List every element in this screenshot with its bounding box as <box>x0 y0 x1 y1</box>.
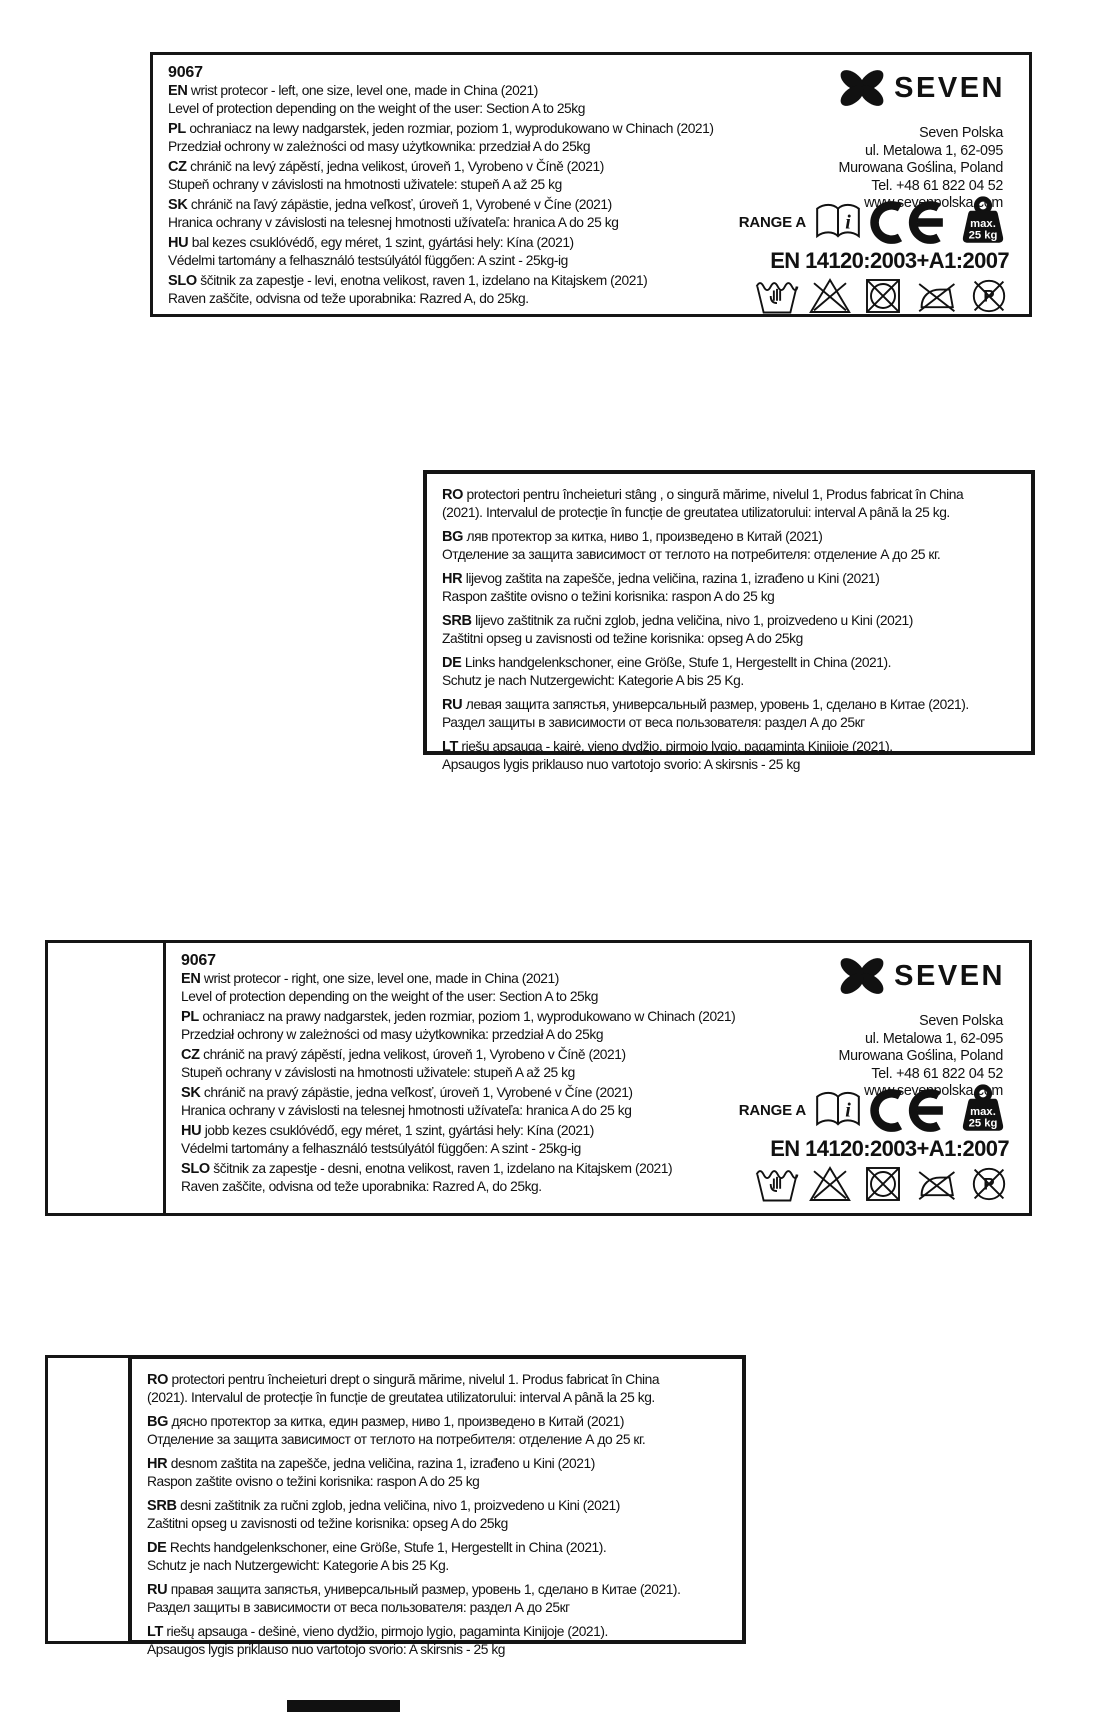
language-code: EN <box>181 971 201 987</box>
do-not-tumble-dry-icon <box>861 1164 905 1204</box>
entry-line: ščitnik za zapestje - levi, enotna velikost, raven 1, izdelano na Kitajskem (2021) <box>196 273 648 288</box>
language-code: SRB <box>442 613 472 629</box>
brand-wordmark: SEVEN <box>894 71 1005 104</box>
language-code: RO <box>147 1372 169 1388</box>
address-line: www.sevenpolska.com <box>864 1083 1003 1099</box>
language-entry <box>442 696 1017 731</box>
max-weight-icon <box>957 195 1009 249</box>
entry-line: Przedział ochrony w zależności od masy użytkownika: przedział A do 25kg <box>181 1027 604 1042</box>
language-code: HU <box>181 1123 202 1139</box>
language-entry <box>181 1008 736 1043</box>
entry-line: Raven zaščite, odvisna od teže uporabnika: Razred A, do 25kg. <box>168 291 529 306</box>
svg-text:max.: max. <box>970 218 996 231</box>
language-entry <box>168 234 699 269</box>
svg-text:25 kg: 25 kg <box>968 1117 998 1130</box>
language-code: PL <box>181 1009 199 1025</box>
hand-wash-icon <box>755 1164 799 1204</box>
entry-line: lijevo zaštitnik za ručni zglob, jedna veličina, nivo 1, proizvedeno u Kini (2021) <box>471 613 913 628</box>
entry-line: Links handgelenkschoner, eine Größe, Stufe 1, Hergestellt in China (2021). <box>461 655 892 670</box>
do-not-tumble-dry-icon <box>861 276 905 316</box>
do-not-iron-icon <box>914 1164 958 1204</box>
entry-line: (2021). Intervalul de protecție în funcție de greutatea utilizatorului: interval A până la 25 kg. <box>442 505 950 520</box>
label-right-extra <box>128 1355 746 1657</box>
language-entry <box>168 272 699 307</box>
entry-line: Level of protection depending on the weight of the user: Section A to 25kg <box>181 989 598 1004</box>
language-code: SLO <box>168 273 197 289</box>
certification-row <box>739 1083 1009 1137</box>
label-text-column <box>181 951 736 1198</box>
label-left-extra <box>423 470 1035 772</box>
ce-mark-icon <box>870 1087 950 1134</box>
product-code: 9067 <box>168 64 203 81</box>
language-entry <box>147 1413 728 1448</box>
language-entry <box>147 1455 728 1490</box>
entry-line: Raspon zaštite ovisno o težini korisnika: raspon A do 25 kg <box>147 1474 480 1489</box>
label-text-column <box>442 486 1017 780</box>
address-line: www.sevenpolska.com <box>864 195 1003 211</box>
entry-line: Przedział ochrony w zależności od masy użytkownika: przedział A do 25kg <box>168 139 591 154</box>
language-code: BG <box>147 1414 169 1430</box>
brand-logo <box>835 63 1005 113</box>
language-code: DE <box>147 1540 167 1556</box>
entry-line: lijevog zaštita na zapešče, jedna veličina, razina 1, izrađeno u Kini (2021) <box>462 571 880 586</box>
language-entry <box>442 486 1017 521</box>
address-line: Seven Polska <box>919 1013 1003 1029</box>
entry-line: ляв протектор за китка, ниво 1, произведено в Китай (2021) <box>463 529 823 544</box>
language-code: EN <box>168 83 188 99</box>
language-entry <box>147 1371 728 1406</box>
language-code: RU <box>147 1582 168 1598</box>
language-code: SK <box>168 197 188 213</box>
address-line: Tel. +48 61 822 04 52 <box>871 177 1003 194</box>
language-entry <box>442 612 1017 647</box>
do-not-bleach-icon <box>808 1164 852 1204</box>
language-entry <box>442 528 1017 563</box>
instruction-book-icon <box>813 200 863 244</box>
svg-text:25 kg: 25 kg <box>968 229 998 242</box>
language-entry <box>181 1160 699 1195</box>
entry-line: Раздел защиты в зависимости от веса пользователя: раздел А до 25кг <box>147 1600 570 1615</box>
entry-line: chránič na ľavý zápästie, jedna veľkosť, úroveň 1, Vyrobené v Číne (2021) <box>187 197 612 212</box>
entry-line: desnom zaštita na zapešče, jedna veličina, razina 1, izrađeno u Kini (2021) <box>167 1456 595 1471</box>
entry-line: Отделение за защита зависимост от теглото на потребителя: отделение А до 25 кг. <box>147 1432 646 1447</box>
do-not-dry-clean-icon <box>967 1164 1011 1204</box>
label-right-main <box>163 940 1032 1216</box>
entry-line: левая защита запястья, универсальный размер, уровень 1, сделано в Китае (2021). <box>462 697 969 712</box>
entry-line: ochraniacz na prawy nadgarstek, jeden rozmiar, poziom 1, wyprodukowano w Chinach (2021) <box>198 1009 736 1024</box>
entry-line: Schutz je nach Nutzergewicht: Kategorie A bis 25 Kg. <box>442 673 744 688</box>
address-line: ul. Metalowa 1, 62-095 <box>864 142 1003 159</box>
entry-line: Védelmi tartomány a felhasználó testsúlyától függően: A szint - 25kg-ig <box>181 1141 581 1156</box>
entry-line: riešų apsauga - dešinė, vieno dydžio, pirmojo lygio, pagaminta Kinijoje (2021). <box>163 1624 608 1639</box>
entry-line: Raspon zaštite ovisno o težini korisnika: raspon A do 25 kg <box>442 589 775 604</box>
entry-line: Раздел защиты в зависимости от веса пользователя: раздел А до 25кг <box>442 715 865 730</box>
entries-list <box>147 1371 728 1658</box>
standard-number: EN 14120:2003+A1:2007 <box>770 1136 1009 1161</box>
entry-line: Отделение за защита зависимост от теглото на потребителя: отделение А до 25 кг. <box>442 547 941 562</box>
entry-line: Védelmi tartomány a felhasználó testsúlyától függően: A szint - 25kg-ig <box>168 253 568 268</box>
language-code: DE <box>442 655 462 671</box>
ce-mark-icon <box>870 199 950 246</box>
language-entry <box>181 1046 699 1081</box>
language-code: BG <box>442 529 464 545</box>
standard-number: EN 14120:2003+A1:2007 <box>770 248 1009 273</box>
entry-line: Apsaugos lygis priklauso nuo vartotojo svorio: A skirsnis - 25 kg <box>442 757 801 772</box>
language-entry <box>442 738 1017 773</box>
do-not-bleach-icon <box>808 276 852 316</box>
language-entry <box>147 1539 728 1574</box>
language-entry <box>168 82 699 117</box>
brand-panel <box>684 55 1029 314</box>
die-cut-box <box>45 1355 132 1644</box>
address-line: ul. Metalowa 1, 62-095 <box>864 1030 1003 1047</box>
do-not-dry-clean-icon <box>967 276 1011 316</box>
svg-text:P: P <box>983 1174 995 1194</box>
entry-line: Schutz je nach Nutzergewicht: Kategorie A bis 25 Kg. <box>147 1558 449 1573</box>
entry-line: Zaštitni opseg u zavisnosti od težine korisnika: opseg A do 25kg <box>147 1516 508 1531</box>
care-icons-row <box>755 1164 1011 1204</box>
language-code: CZ <box>181 1047 200 1063</box>
product-code: 9067 <box>181 952 216 969</box>
language-code: RU <box>442 697 463 713</box>
brand-panel <box>684 943 1029 1213</box>
care-icons-row <box>755 276 1011 316</box>
language-code: LT <box>147 1624 164 1640</box>
instruction-book-icon <box>813 1088 863 1132</box>
entry-line: Raven zaščite, odvisna od teže uporabnika: Razred A, do 25kg. <box>181 1179 542 1194</box>
entries-list <box>168 82 714 307</box>
language-entry <box>147 1623 728 1658</box>
entry-line: chránič na levý zápěstí, jedna velikost, úroveň 1, Vyrobeno v Číně (2021) <box>186 159 604 174</box>
language-entry <box>181 1122 699 1157</box>
language-code: HR <box>442 571 463 587</box>
language-code: HU <box>168 235 189 251</box>
range-label: RANGE A <box>738 213 806 231</box>
entry-line: Stupeň ochrany v závislosti na hmotnosti uživatele: stupeň A až 25 kg <box>168 177 562 192</box>
entry-line: protectori pentru încheieturi drept o singură mărime, nivelul 1. Produs fabricat în China <box>168 1372 660 1387</box>
language-entry <box>442 654 1017 689</box>
entry-line: Level of protection depending on the weight of the user: Section A to 25kg <box>168 101 585 116</box>
language-entry <box>168 120 714 155</box>
brand-wordmark: SEVEN <box>894 959 1005 992</box>
entries-list <box>442 486 1017 773</box>
address-line: Tel. +48 61 822 04 52 <box>871 1065 1003 1082</box>
language-code: PL <box>168 121 186 137</box>
svg-text:P: P <box>983 286 995 306</box>
entry-line: правая защита запястья, универсальный размер, уровень 1, сделано в Китае (2021). <box>167 1582 681 1597</box>
entry-line: Hranica ochrany v závislosti na telesnej hmotnosti užívateľa: hranica A do 25 kg <box>168 215 619 230</box>
entry-line: wrist protecor - right, one size, level one, made in China (2021) <box>200 971 559 986</box>
language-entry <box>147 1497 728 1532</box>
entry-line: Hranica ochrany v závislosti na telesnej hmotnosti užívateľa: hranica A do 25 kg <box>181 1103 632 1118</box>
flower-butterfly-icon <box>835 63 889 113</box>
language-code: SRB <box>147 1498 177 1514</box>
language-entry <box>442 570 1017 605</box>
do-not-iron-icon <box>914 276 958 316</box>
entry-line: desni zaštitnik za ručni zglob, jedna veličina, nivo 1, proizvedeno u Kini (2021) <box>176 1498 620 1513</box>
language-code: SLO <box>181 1161 210 1177</box>
certification-row <box>739 195 1009 249</box>
language-entry <box>181 1084 699 1119</box>
entry-line: bal kezes csuklóvédő, egy méret, 1 szint, gyártási hely: Kína (2021) <box>188 235 574 250</box>
entry-line: Apsaugos lygis priklauso nuo vartotojo svorio: A skirsnis - 25 kg <box>147 1642 506 1657</box>
language-entry <box>181 970 699 1005</box>
entry-line: chránič na pravý zápěstí, jedna velikost, úroveň 1, Vyrobeno v Číně (2021) <box>199 1047 626 1062</box>
address-line: Seven Polska <box>919 125 1003 141</box>
label-left-main <box>150 52 1032 317</box>
address-line: Murowana Goślina, Poland <box>838 160 1003 176</box>
entry-line: (2021). Intervalul de protecție în funcție de greutatea utilizatorului: interval A până la 25 kg. <box>147 1390 655 1405</box>
language-code: RO <box>442 487 464 503</box>
label-text-column <box>147 1371 728 1665</box>
entry-line: riešų apsauga - kairė, vieno dydžio, pirmojo lygio, pagaminta Kinijoje (2021). <box>458 739 893 754</box>
entry-line: wrist protecor - left, one size, level one, made in China (2021) <box>187 83 538 98</box>
language-entry <box>168 196 699 231</box>
brand-logo <box>835 951 1005 1001</box>
address-line: Murowana Goślina, Poland <box>838 1048 1003 1064</box>
entry-line: дясно протектор за китка, един размер, ниво 1, произведено в Китай (2021) <box>168 1414 625 1429</box>
entry-line: ščitnik za zapestje - desni, enotna velikost, raven 1, izdelano na Kitajskem (2021) <box>209 1161 673 1176</box>
svg-text:i: i <box>845 211 851 234</box>
language-code: HR <box>147 1456 168 1472</box>
language-code: SK <box>181 1085 201 1101</box>
entry-line: jobb kezes csuklóvédő, egy méret, 1 szint, gyártási hely: Kína (2021) <box>201 1123 594 1138</box>
entries-list <box>181 970 736 1195</box>
label-text-column <box>168 63 714 310</box>
language-code: CZ <box>168 159 187 175</box>
entry-line: Rechts handgelenkschoner, eine Größe, Stufe 1, Hergestellt in China (2021). <box>166 1540 607 1555</box>
svg-text:i: i <box>845 1099 851 1122</box>
entry-line: Zaštitni opseg u zavisnosti od težine korisnika: opseg A do 25kg <box>442 631 803 646</box>
entry-line: chránič na pravý zápästie, jedna veľkosť, úroveň 1, Vyrobené v Číne (2021) <box>200 1085 633 1100</box>
die-cut-box <box>45 940 166 1216</box>
hand-wash-icon <box>755 276 799 316</box>
language-code: LT <box>442 739 459 755</box>
flower-butterfly-icon <box>835 951 889 1001</box>
range-label: RANGE A <box>738 1101 806 1119</box>
language-entry <box>147 1581 728 1616</box>
cut-mark <box>287 1700 400 1712</box>
language-entry <box>168 158 699 193</box>
entry-line: Stupeň ochrany v závislosti na hmotnosti uživatele: stupeň A až 25 kg <box>181 1065 575 1080</box>
svg-text:max.: max. <box>970 1106 996 1119</box>
entry-line: protectori pentru încheieturi stâng , o singură mărime, nivelul 1, Produs fabricat în China <box>463 487 964 502</box>
max-weight-icon <box>957 1083 1009 1137</box>
entry-line: ochraniacz na lewy nadgarstek, jeden rozmiar, poziom 1, wyprodukowano w Chinach (2021) <box>185 121 714 136</box>
